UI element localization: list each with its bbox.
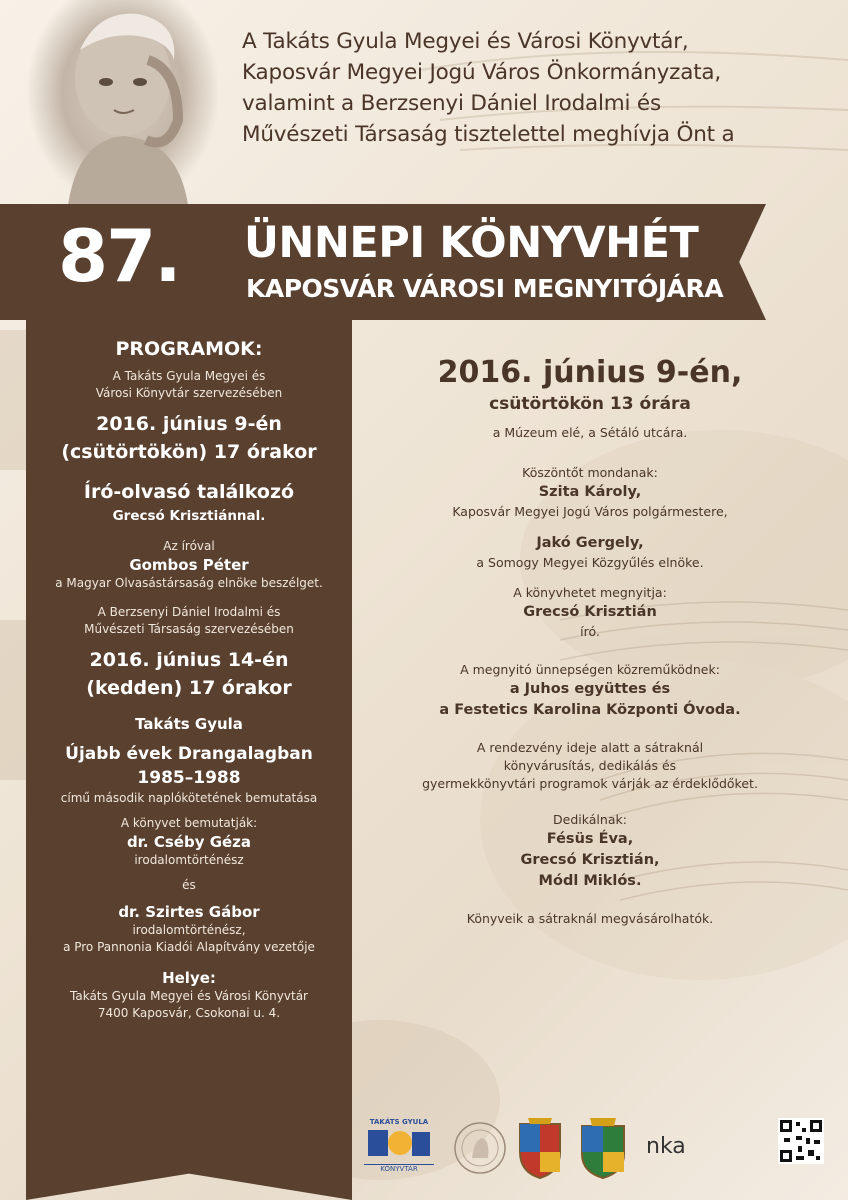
- program-title: Író-olvasó találkozó: [83, 481, 295, 503]
- library-emblem-icon: [364, 1126, 434, 1160]
- book-title: Újabb évek Drangalagban: [65, 744, 313, 764]
- program-time: (csütörtökön) 17 órakor: [61, 441, 317, 463]
- contributor: a Festetics Karolina Központi Óvoda.: [439, 702, 741, 718]
- venue-line: Takáts Gyula Megyei és Városi Könyvtár: [70, 989, 308, 1003]
- qr-code-icon[interactable]: [778, 1118, 824, 1164]
- library-logo-bottom: KÖNYVTÁR: [364, 1164, 434, 1173]
- opening-place: a Múzeum elé, a Sétáló utcára.: [492, 425, 688, 440]
- nka-logo: nka: [646, 1134, 686, 1159]
- portrait-photo: [28, 0, 218, 205]
- presenter-role: irodalomtörténész,: [132, 923, 246, 937]
- edition-number: 87.: [58, 214, 180, 298]
- tents-text: A rendezvény ideje alatt a sátraknál: [476, 740, 704, 755]
- opener-name: Grecsó Krisztián: [523, 604, 657, 620]
- contributor: a Juhos együttes és: [509, 681, 671, 697]
- event-subtitle: KAPOSVÁR VÁROSI MEGNYITÓJÁRA: [246, 274, 724, 303]
- speaker-role: a Somogy Megyei Közgyűlés elnöke.: [476, 555, 704, 570]
- organizer-line: Városi Könyvtár szervezésében: [95, 386, 283, 400]
- and-text: és: [182, 878, 196, 892]
- event-title: ÜNNEPI KÖNYVHÉT: [244, 218, 699, 268]
- contributors-intro: A megnyitó ünnepségen közreműködnek:: [460, 662, 720, 677]
- host-name: Gombos Péter: [129, 556, 249, 574]
- program-subtitle: Grecsó Krisztiánnal.: [112, 508, 266, 524]
- organizer-line: Művészeti Társaság szervezésében: [84, 622, 294, 636]
- host-role: a Magyar Olvasástársaság elnöke beszélget.: [55, 576, 323, 590]
- organizer-line: A Berzsenyi Dániel Irodalmi és: [97, 605, 281, 619]
- organizer-line: A Takáts Gyula Megyei és: [112, 369, 266, 383]
- portrait-figure: [28, 0, 218, 205]
- opening-time: csütörtökön 13 órára: [489, 394, 691, 414]
- greeting-intro: Köszöntőt mondanak:: [522, 465, 658, 480]
- venue-label: Helye:: [162, 969, 216, 987]
- presenter-name: dr. Cséby Géza: [126, 833, 252, 851]
- intro-line: Művészeti Társaság tisztelettel meghívja Önt a: [242, 122, 735, 147]
- program-date: 2016. június 9-én: [96, 413, 282, 435]
- programs-heading: PROGRAMOK:: [115, 338, 263, 360]
- intro-line: Kaposvár Megyei Jogú Város Önkormányzata,: [242, 60, 722, 85]
- venue-line: 7400 Kaposvár, Csokonai u. 4.: [97, 1006, 281, 1020]
- author-name: Takáts Gyula: [135, 715, 243, 733]
- opener-role: író.: [580, 624, 600, 639]
- with-author-text: Az íróval: [163, 539, 215, 553]
- opening-details: [400, 354, 780, 928]
- book-description: című második naplókötetének bemutatása: [60, 791, 318, 805]
- society-seal-icon: [452, 1118, 508, 1178]
- speaker-name: Szita Károly,: [538, 484, 642, 500]
- presenter-role: irodalomtörténész: [134, 853, 244, 867]
- signer-name: Módl Miklós.: [538, 873, 642, 889]
- signer-name: Fésüs Éva,: [546, 831, 634, 847]
- signing-intro: Dedikálnak:: [553, 812, 627, 827]
- tents-text: gyermekkönyvtári programok várják az érdeklődőket.: [422, 776, 758, 791]
- speaker-role: Kaposvár Megyei Jogú Város polgármestere,: [452, 504, 728, 519]
- programs-content: [26, 338, 352, 1022]
- opening-date: 2016. június 9-én,: [437, 355, 743, 390]
- county-coat-of-arms-icon: [514, 1116, 566, 1180]
- presenter-name: dr. Szirtes Gábor: [118, 903, 260, 921]
- signer-name: Grecsó Krisztián,: [520, 852, 660, 868]
- opener-intro: A könyvhetet megnyitja:: [513, 585, 667, 600]
- intro-line: A Takáts Gyula Megyei és Városi Könyvtár,: [242, 29, 689, 54]
- city-coat-of-arms-icon: [574, 1116, 632, 1180]
- presenters-intro: A könyvet bemutatják:: [120, 816, 258, 830]
- program-time: (kedden) 17 órakor: [86, 677, 292, 699]
- speaker-name: Jakó Gergely,: [536, 535, 644, 551]
- sponsor-logos: [364, 1112, 834, 1192]
- intro-line: valamint a Berzsenyi Dániel Irodalmi és: [242, 91, 661, 116]
- library-logo: [364, 1118, 434, 1178]
- program-date: 2016. június 14-én: [89, 649, 289, 671]
- book-years: 1985–1988: [137, 768, 241, 788]
- invitation-intro: [242, 26, 802, 150]
- library-logo-top: TAKÁTS GYULA: [369, 1118, 429, 1126]
- purchase-note: Könyveik a sátraknál megvásárolhatók.: [466, 911, 714, 926]
- tents-text: könyvárusítás, dedikálás és: [503, 758, 677, 773]
- presenter-role: a Pro Pannonia Kiadói Alapítvány vezetője: [63, 940, 315, 954]
